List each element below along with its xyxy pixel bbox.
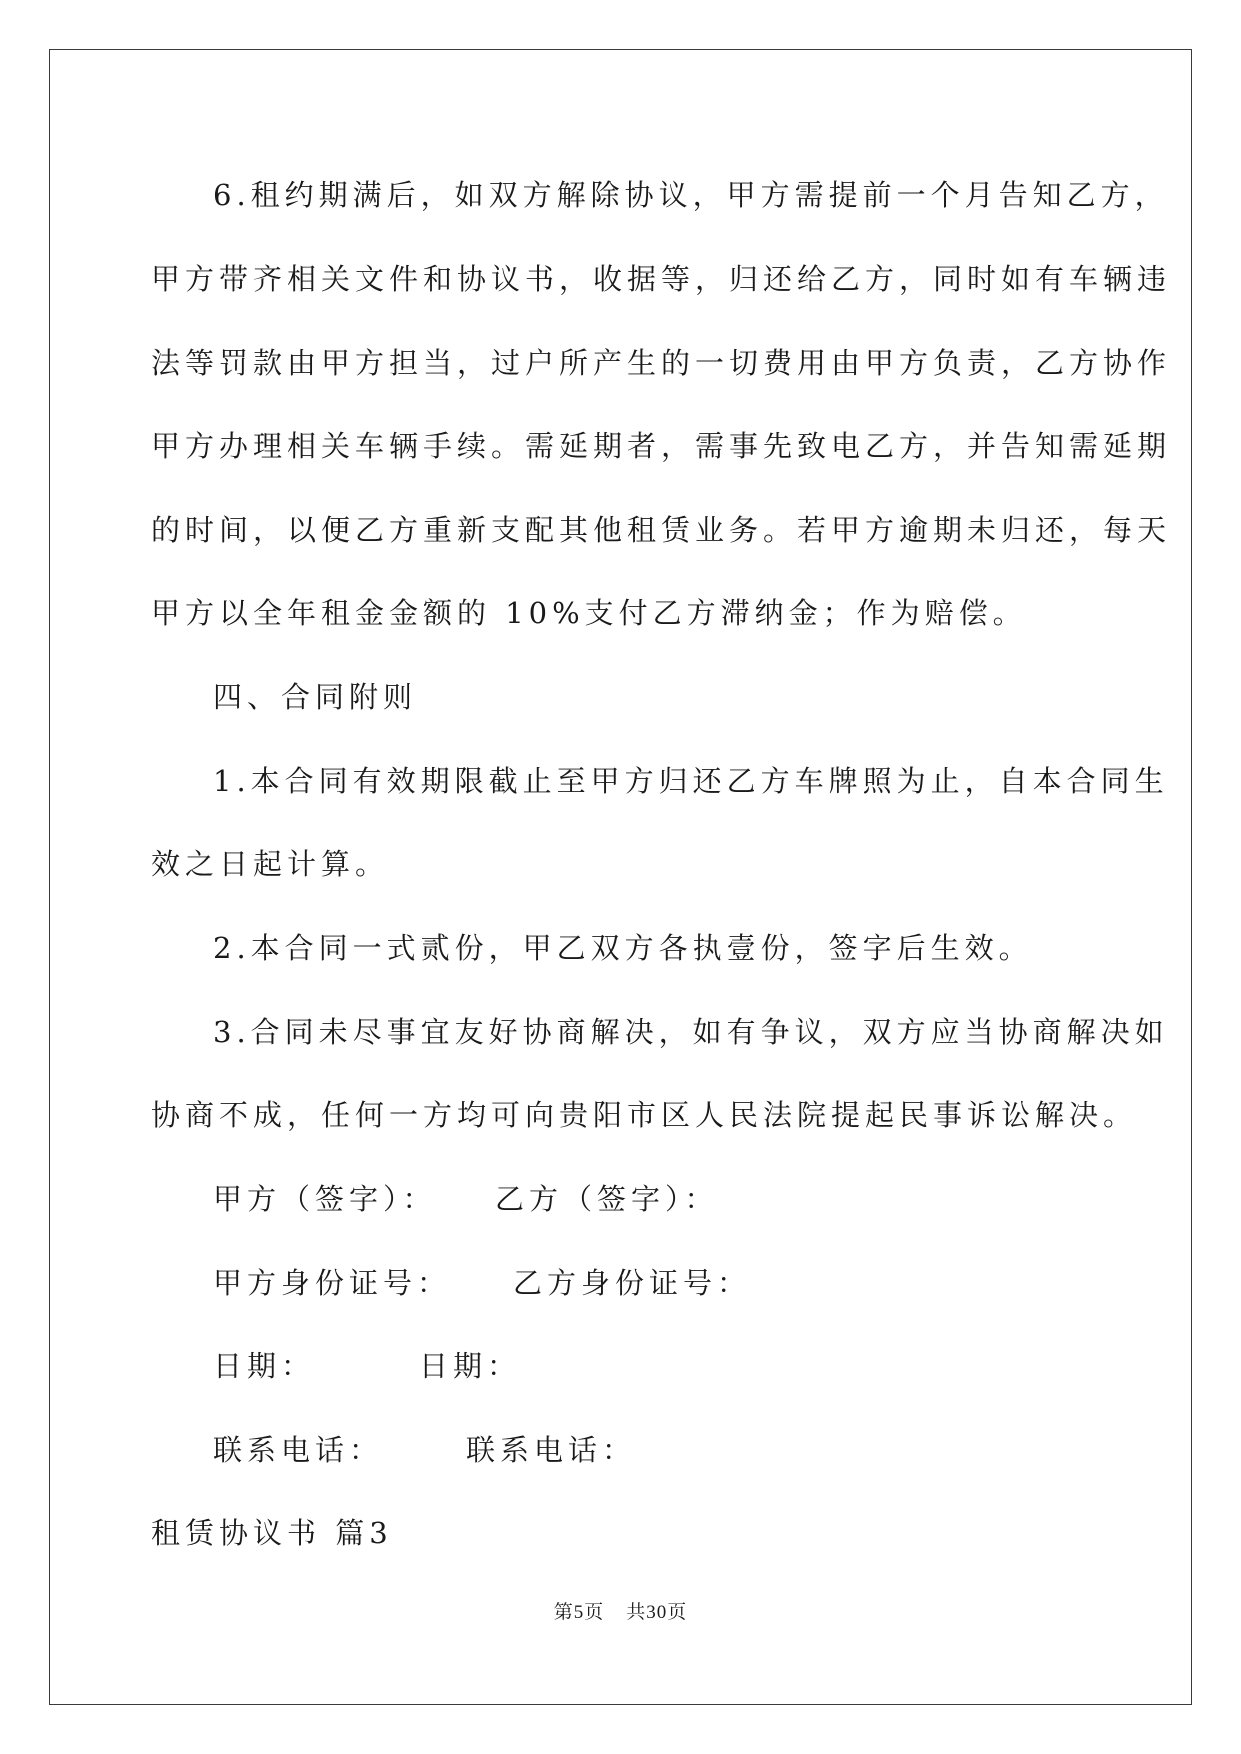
page-number-total: 共30页 bbox=[626, 1602, 688, 1623]
paragraph-line: 甲方以全年租金金额的 10%支付乙方滞纳金；作为赔偿。 bbox=[151, 596, 1027, 630]
paragraph-line: 甲方办理相关车辆手续。需延期者，需事先致电乙方，并告知需延期 bbox=[151, 429, 1172, 463]
paragraph-line: 法等罚款由甲方担当，过户所产生的一切费用由甲方负责，乙方协作 bbox=[151, 346, 1172, 380]
paragraph-line: 协商不成，任何一方均可向贵阳市区人民法院提起民事诉讼解决。 bbox=[151, 1098, 1138, 1132]
party-b-sign-label: 乙方（签字）： bbox=[495, 1182, 719, 1216]
party-a-sign-label: 甲方（签字）： bbox=[213, 1182, 437, 1216]
party-b-phone-label: 联系电话： bbox=[466, 1433, 637, 1467]
party-b-id-label: 乙方身份证号： bbox=[513, 1266, 752, 1300]
paragraph-line: 效之日起计算。 bbox=[151, 847, 390, 881]
paragraph-line: 甲方带齐相关文件和协议书，收据等，归还给乙方，同时如有车辆违 bbox=[151, 262, 1172, 296]
paragraph-line: 的时间，以便乙方重新支配其他租赁业务。若甲方逾期未归还，每天 bbox=[151, 513, 1172, 547]
paragraph-line: 1.本合同有效期限截止至甲方归还乙方车牌照为止，自本合同生 bbox=[213, 764, 1169, 798]
party-a-date-label: 日期： bbox=[213, 1349, 316, 1383]
paragraph-line: 2.本合同一式贰份，甲乙双方各执壹份，签字后生效。 bbox=[213, 931, 1033, 965]
section-heading-appendix: 四、合同附则 bbox=[213, 680, 418, 714]
page-footer bbox=[0, 1597, 1241, 1624]
section-heading-lease-3: 租赁协议书 篇3 bbox=[151, 1516, 393, 1550]
party-a-phone-label: 联系电话： bbox=[213, 1433, 384, 1467]
paragraph-line: 3.合同未尽事宜友好协商解决，如有争议，双方应当协商解决如 bbox=[213, 1015, 1169, 1049]
party-a-id-label: 甲方身份证号： bbox=[213, 1266, 452, 1300]
paragraph-line: 6.租约期满后，如双方解除协议，甲方需提前一个月告知乙方， bbox=[213, 178, 1169, 212]
page-number-current: 第5页 bbox=[553, 1602, 605, 1623]
party-b-date-label: 日期： bbox=[419, 1349, 522, 1383]
